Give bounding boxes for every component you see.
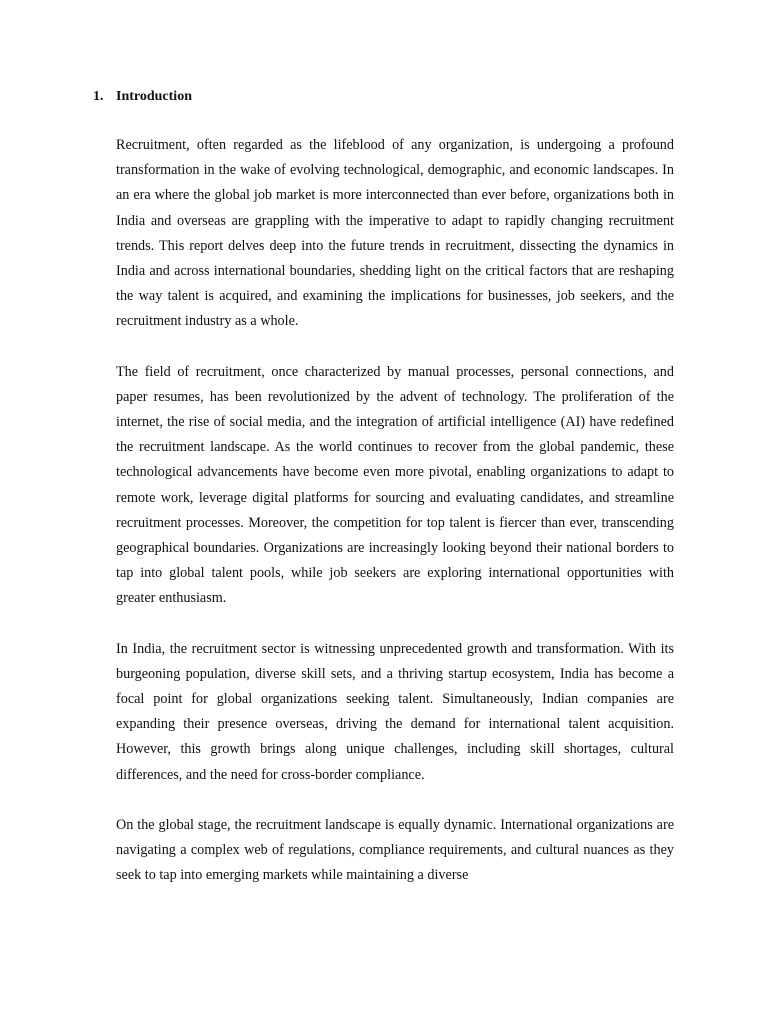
section-title: Introduction bbox=[116, 89, 192, 104]
body-text bbox=[116, 133, 674, 913]
paragraph: In India, the recruitment sector is witnessing unprecedented growth and transformation. With its burgeoning population, diverse skill sets, and a thriving startup ecosystem, India has become a focal point for global organizations seeking talent. Simultaneously, Indian companies are expanding their presence overseas, driving the demand for international talent acquisition. However, this growth brings along unique challenges, including skill shortages, cultural differences, and the need for cross-border compliance. bbox=[116, 640, 674, 783]
section-number: 1. bbox=[93, 89, 104, 104]
section-heading bbox=[93, 87, 192, 107]
paragraph: On the global stage, the recruitment landscape is equally dynamic. International organizations are navigating a complex web of regulations, compliance requirements, and cultural nuances as they seek to tap into emerging markets while maintaining a diverse bbox=[116, 816, 674, 884]
paragraph: Recruitment, often regarded as the lifeblood of any organization, is undergoing a profound transformation in the wake of evolving technological, demographic, and economic landscapes. In an era where the global job market is more interconnected than ever before, organizations both in India and overseas are grappling with the imperative to adapt to rapidly changing recruitment trends. This report delves deep into the future trends in recruitment, dissecting the dynamics in India and across international boundaries, shedding light on the critical factors that are reshaping the way talent is acquired, and examining the implications for businesses, job seekers, and the recruitment industry as a whole. bbox=[116, 137, 674, 330]
paragraph: The field of recruitment, once characterized by manual processes, personal connections, and paper resumes, has been revolutionized by the advent of technology. The proliferation of the internet, the rise of social media, and the integration of artificial intelligence (AI) have redefined the recruitment landscape. As the world continues to recover from the global pandemic, these technological advancements have become even more pivotal, enabling organizations to adapt to remote work, leverage digital platforms for sourcing and evaluating candidates, and streamline recruitment processes. Moreover, the competition for top talent is fiercer than ever, transcending geographical boundaries. Organizations are increasingly looking beyond their national borders to tap into global talent pools, while job seekers are exploring international opportunities with greater enthusiasm. bbox=[116, 363, 674, 607]
